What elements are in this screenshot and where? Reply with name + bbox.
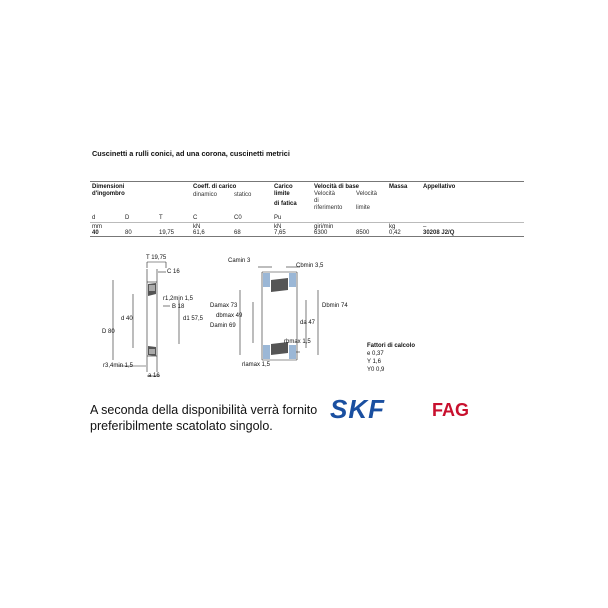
note-line-1: A seconda della disponibilità verrà fornito [90, 403, 318, 417]
label-dbmax: dbmax 49 [216, 313, 243, 319]
row-d: 40 [92, 230, 99, 236]
label-D: D 80 [102, 329, 115, 335]
factor-e: e 0,37 [367, 351, 384, 357]
sub-statico: statico [234, 192, 252, 198]
row-vel-rif: 6300 [314, 230, 328, 236]
header-appellativo: Appellativo [423, 184, 456, 190]
header-dimensioni: Dimensioni d'ingombro [92, 184, 125, 197]
header-massa: Massa [389, 184, 408, 190]
unit-dash: – [423, 224, 427, 230]
sym-D: D [125, 215, 130, 221]
sym-C: C [193, 215, 198, 221]
label-Damin: Damin 69 [210, 323, 236, 329]
page-title: Cuscinetti a rulli conici, ad una corona, cuscinetti metrici [92, 149, 290, 158]
factor-Y0: Y0 0,9 [367, 367, 385, 373]
header-carico: Carico limite di fatica [274, 184, 297, 207]
sub-dinamico: dinamico [193, 192, 218, 198]
label-Camin: Camin 3 [228, 258, 251, 264]
skf-logo: SKF [330, 394, 385, 424]
unit-giri: giri/min [314, 224, 334, 230]
sym-T: T [159, 215, 163, 221]
row-C: 61,6 [193, 230, 205, 236]
skf-fag-logo [330, 394, 490, 424]
row-appellativo: 30208 J2/Q [423, 230, 455, 236]
header-coeff: Coeff. di carico [193, 184, 237, 190]
unit-mm: mm [92, 224, 102, 230]
fag-logo: FAG [432, 400, 470, 420]
label-da: da 47 [300, 320, 316, 326]
row-D: 80 [125, 230, 132, 236]
row-Pu: 7,65 [274, 230, 286, 236]
sub-velocita-lim: Velocità limite [356, 191, 378, 211]
sub-velocita-rif: Velocità di riferimento [314, 191, 343, 211]
label-T: T 19,75 [146, 255, 167, 261]
note-line-2: preferibilmente scatolato singolo. [90, 418, 273, 433]
label-C: C 16 [167, 269, 180, 275]
calc-factors [367, 342, 415, 374]
label-a: a 16 [148, 373, 160, 379]
unit-kN2: kN [274, 224, 282, 230]
label-B: B 18 [172, 304, 185, 310]
availability-note [90, 403, 317, 434]
label-d: d 40 [121, 316, 133, 322]
sym-C0: C0 [234, 215, 242, 221]
row-C0: 68 [234, 230, 241, 236]
row-T: 19,75 [159, 230, 175, 236]
row-vel-lim: 8500 [356, 230, 370, 236]
label-Dbmin: Dbmin 74 [322, 303, 348, 309]
row-massa: 0,42 [389, 230, 401, 236]
label-Cbmin: Cbmin 3,5 [296, 263, 324, 269]
sym-d: d [92, 215, 96, 221]
factor-Y: Y 1,6 [367, 359, 381, 365]
label-Damax: Damax 73 [210, 303, 238, 309]
factors-title: Fattori di calcolo [367, 343, 416, 349]
header-velocita: Velocità di base [314, 184, 360, 190]
label-rlamax: rlamax 1,5 [242, 362, 271, 368]
sym-Pu: Pu [274, 215, 282, 221]
unit-kg: kg [389, 224, 396, 230]
label-d1: d1 57,5 [183, 316, 204, 322]
unit-kN: kN [193, 224, 201, 230]
label-rbmax: rbmax 1,5 [284, 339, 311, 345]
label-r12: r1,2min 1,5 [163, 296, 194, 302]
label-r34: r3,4min 1,5 [103, 363, 134, 369]
